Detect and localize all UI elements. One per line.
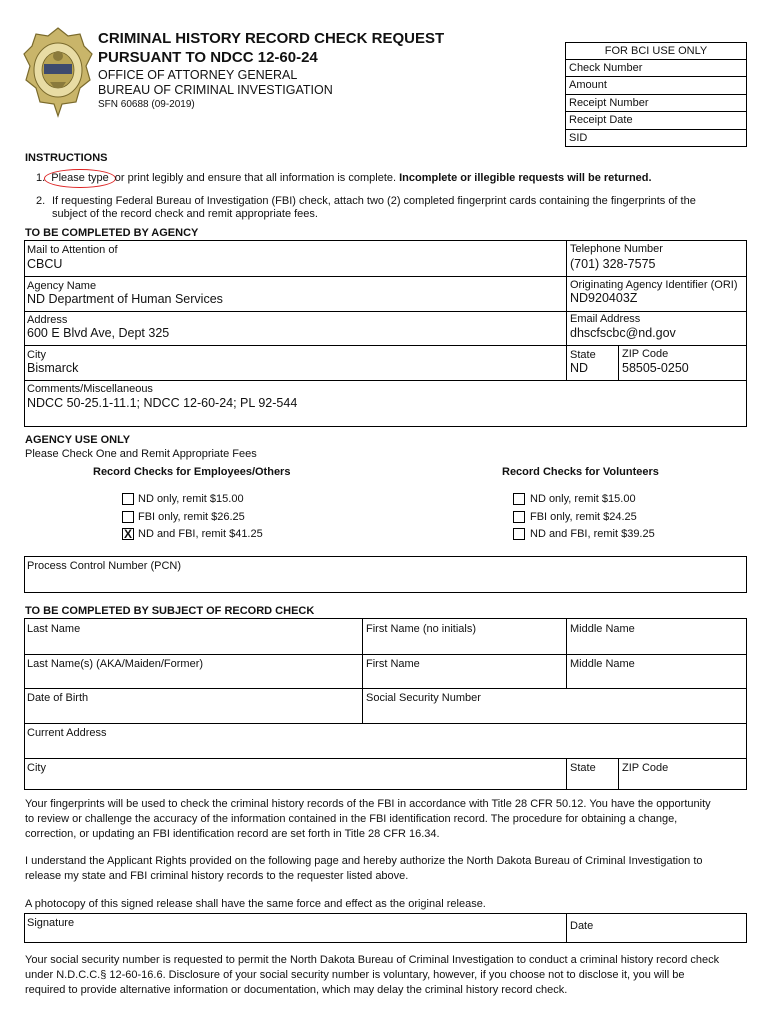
subject-state-field[interactable]: State [570,762,596,774]
agency-use-subheading: Please Check One and Remit Appropriate Fees [25,448,257,460]
agency-use-heading: AGENCY USE ONLY [25,434,131,446]
comments-label: Comments/Miscellaneous [27,383,153,395]
address-label: Address [27,314,68,326]
photocopy-statement: A photocopy of this signed release shall have the same force and effect as the original release. [25,898,486,910]
telephone-label: Telephone Number [570,243,663,255]
bci-sid: SID [569,132,588,144]
bci-amount: Amount [569,79,607,91]
bci-use-heading: FOR BCI USE ONLY [604,45,708,57]
volunteer-nd-fbi-checkbox[interactable] [513,528,525,540]
current-address-field[interactable]: Current Address [27,727,107,739]
city-field[interactable]: Bismarck [27,361,79,375]
fingerprint-notice: Your fingerprints will be used to check the criminal history records of the FBI in accordance with Title 28 CFR 50.12. You have the opportunity to review or challenge the accuracy of the information contained in the FBI identification record. The procedure for obtaining a change, correction, or updating an FBI identification record are set forth in Title 28 CFR 16.34. [25,798,711,840]
authorization-statement: I understand the Applicant Rights provided on the following page and hereby authorize the North Dakota Bureau of Criminal Investigation to release my state and FBI criminal history records to the requester listed above. [25,855,703,882]
email-label: Email Address [570,313,641,325]
office-name: OFFICE OF ATTORNEY GENERAL [98,68,298,82]
first-name-field[interactable]: First Name (no initials) [366,623,477,635]
employee-nd-only-label: ND only, remit $15.00 [138,493,244,505]
signature-field[interactable]: Signature [27,917,75,929]
ori-label: Originating Agency Identifier (ORI) [570,279,738,291]
volunteer-fbi-only-checkbox[interactable] [513,511,525,523]
mail-to-label: Mail to Attention of [27,244,118,256]
aka-first-name-field[interactable]: First Name [366,658,420,670]
volunteer-fbi-only-label: FBI only, remit $24.25 [530,511,637,523]
state-field[interactable]: ND [570,361,589,375]
subject-heading: TO BE COMPLETED BY SUBJECT OF RECORD CHECK [25,605,315,617]
agency-name-label: Agency Name [27,280,97,292]
address-field[interactable]: 600 E Blvd Ave, Dept 325 [27,326,170,340]
middle-name-field[interactable]: Middle Name [570,623,635,635]
ori-field[interactable]: ND920403Z [570,291,638,305]
bci-badge-logo [22,26,94,118]
last-name-field[interactable]: Last Name [27,623,81,635]
employee-nd-fbi-checkbox[interactable]: X [123,527,132,541]
agency-name-field[interactable]: ND Department of Human Services [27,292,223,306]
form-number: SFN 60688 (09-2019) [98,99,195,110]
ssn-field[interactable]: Social Security Number [366,692,481,704]
employee-nd-fbi-label: ND and FBI, remit $41.25 [138,528,263,540]
subject-city-field[interactable]: City [27,762,46,774]
circled-text: Please type [44,169,115,188]
employee-nd-only-checkbox[interactable] [122,493,134,505]
city-label: City [27,349,46,361]
zip-field[interactable]: 58505-0250 [622,361,689,375]
bureau-name: BUREAU OF CRIMINAL INVESTIGATION [98,83,333,97]
pcn-label: Process Control Number (PCN) [27,560,182,572]
subject-zip-field[interactable]: ZIP Code [622,762,669,774]
instruction-1: 1. Please type or print legibly and ensure that all information is complete. Incomplete or illegible requests will be returned. [36,172,652,185]
bci-receipt-number: Receipt Number [569,97,649,109]
date-field[interactable]: Date [570,920,594,932]
instruction-2-line2: subject of the record check and remit appropriate fees. [52,208,318,220]
zip-label: ZIP Code [622,348,669,360]
instruction-2-line1: If requesting Federal Bureau of Investigation (FBI) check, attach two (2) completed fingerprint cards containing the fingerprints of the [52,195,696,207]
agency-heading: TO BE COMPLETED BY AGENCY [25,227,199,239]
form-title-line1: CRIMINAL HISTORY RECORD CHECK REQUEST [98,30,445,47]
volunteer-nd-only-label: ND only, remit $15.00 [530,493,636,505]
volunteer-nd-only-checkbox[interactable] [513,493,525,505]
comments-field[interactable]: NDCC 50-25.1-11.1; NDCC 12-60-24; PL 92-544 [27,396,298,410]
ssn-notice: Your social security number is requested to permit the North Dakota Bureau of Criminal Investigation to conduct a criminal history record check under N.D.C.C.§ 12-60-16.6. Disclosure of your social security number is voluntary, however, if you choose not to disclose it, you will be required to provide alternative information or documentation, which may delay the criminal history record check. [25,954,720,996]
aka-middle-name-field[interactable]: Middle Name [570,658,635,670]
email-field[interactable]: dhscfscbc@nd.gov [570,326,676,340]
state-label: State [570,349,596,361]
bci-check-number: Check Number [569,62,643,74]
telephone-field[interactable]: (701) 328-7575 [570,257,656,271]
signature-row [24,913,747,943]
form-title-line2: PURSUANT TO NDCC 12-60-24 [98,49,318,66]
dob-field[interactable]: Date of Birth [27,692,89,704]
aka-name-field[interactable]: Last Name(s) (AKA/Maiden/Former) [27,658,204,670]
employee-fbi-only-label: FBI only, remit $26.25 [138,511,245,523]
employees-heading: Record Checks for Employees/Others [93,466,291,478]
instruction-2-num: 2. [36,195,46,207]
volunteers-heading: Record Checks for Volunteers [502,466,659,478]
volunteer-nd-fbi-label: ND and FBI, remit $39.25 [530,528,655,540]
mail-to-field[interactable]: CBCU [27,257,63,271]
bci-receipt-date: Receipt Date [569,114,633,126]
instructions-heading: INSTRUCTIONS [25,152,108,164]
employee-fbi-only-checkbox[interactable] [122,511,134,523]
